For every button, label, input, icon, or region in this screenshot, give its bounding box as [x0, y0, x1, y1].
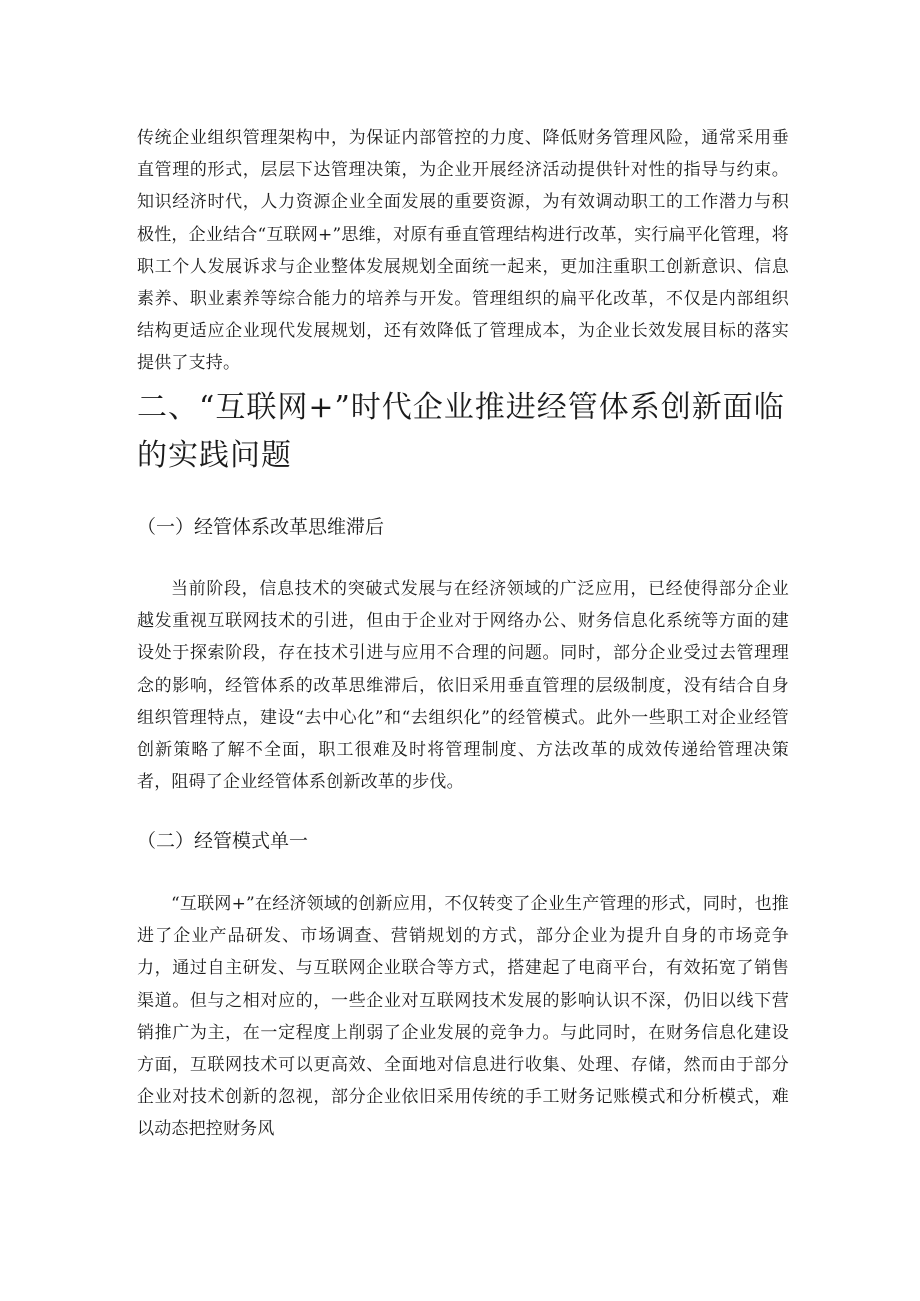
subheading-single-model: （二）经管模式单一: [137, 830, 309, 852]
paragraph-flat-management: 传统企业组织管理架构中，为保证内部管控的力度、降低财务管理风险，通常采用垂直管理的形式，层层下达管理决策，为企业开展经济活动提供针对性的指导与约束。知识经济时代，人力资源企业全面发展的重要资源，为有效调动职工的工作潜力与积极性，企业结合“互联网+”思维，对原有垂直管理结构进行改革，实行扁平化管理，将职工个人发展诉求与企业整体发展规划全面统一起来，更加注重职工创新意识、信息素养、职业素养等综合能力的培养与开发。管理组织的扁平化改革，不仅是内部组织结构更适应企业现代发展规划，还有效降低了管理成本，为企业长效发展目标的落实提供了支持。: [137, 128, 789, 374]
paragraph-single-model: “互联网+”在经济领域的创新应用，不仅转变了企业生产管理的形式，同时，也推进了企业产品研发、市场调查、营销规划的方式，部分企业为提升自身的市场竞争力，通过自主研发、与互联网企业联合等方式，搭建起了电商平台，有效拓宽了销售渠道。但与之相对应的，一些企业对互联网技术发展的影响认识不深，仍旧以线下营销推广为主，在一定程度上削弱了企业发展的竞争力。与此同时，在财务信息化建设方面，互联网技术可以更高效、全面地对信息进行收集、处理、存储，然而由于部分企业对技术创新的忽视，部分企业依旧采用传统的手工财务记账模式和分析模式，难以动态把控财务风: [137, 894, 789, 1140]
paragraph-reform-thinking: 当前阶段，信息技术的突破式发展与在经济领域的广泛应用，已经使得部分企业越发重视互联网技术的引进，但由于企业对于网络办公、财务信息化系统等方面的建设处于探索阶段，存在技术引进与应用不合理的问题。同时，部分企业受过去管理理念的影响，经管体系的改革思维滞后，依旧采用垂直管理的层级制度，没有结合自身组织管理特点，建设“去中心化”和“去组织化”的经管模式。此外一些职工对企业经管创新策略了解不全面，职工很难及时将管理制度、方法改革的成效传递给管理决策者，阻碍了企业经管体系创新改革的步伐。: [137, 579, 789, 793]
subheading-reform-thinking: （一）经管体系改革思维滞后: [137, 516, 385, 538]
section-heading-practice-problems: 二、“互联网+”时代企业推进经管体系创新面临的实践问题: [137, 390, 785, 473]
